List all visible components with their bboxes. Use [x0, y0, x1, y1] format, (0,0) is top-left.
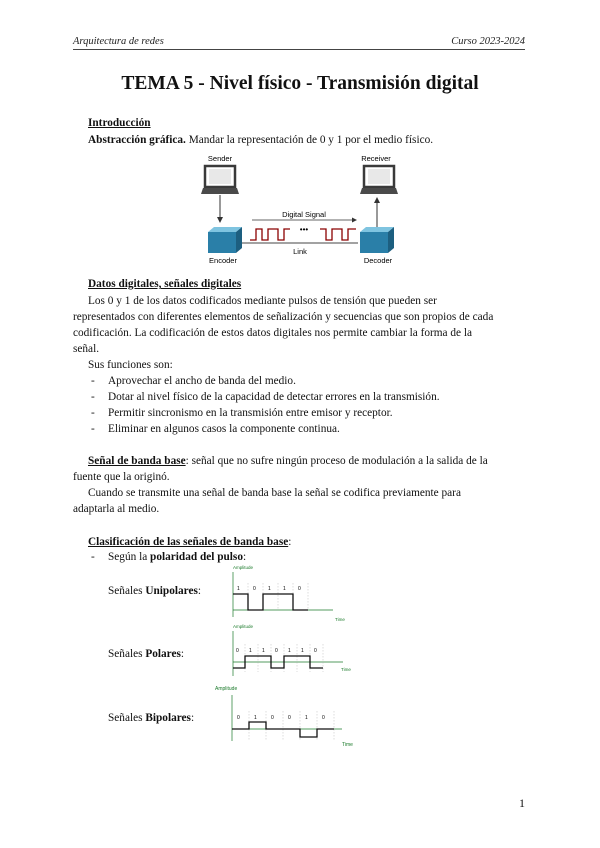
bit-label: 1: [283, 586, 286, 592]
encoder-box-icon: [208, 227, 242, 253]
signal-type: Polares: [145, 648, 181, 660]
bipolar-bits: [237, 715, 325, 721]
bit-label: 1: [301, 648, 304, 654]
classification-heading: Clasificación de las señales de banda base: [88, 536, 289, 548]
sender-label: Sender: [207, 154, 233, 163]
digital-paragraph-line-1: Los 0 y 1 de los datos codificados mediante pulsos de tensión que pueden ser: [88, 295, 437, 307]
list-bullet: -: [91, 391, 95, 403]
bit-label: 0: [237, 715, 240, 721]
polar-chart: [225, 622, 355, 680]
digital-signal-waveform: [250, 229, 290, 240]
intro-bold: Abstracción gráfica.: [88, 134, 186, 146]
bit-label: 1: [262, 648, 265, 654]
functions-intro: Sus funciones son:: [88, 359, 173, 371]
polarity-term: polaridad del pulso: [150, 551, 243, 563]
polar-xlabel: Time: [341, 667, 351, 672]
classification-colon: :: [288, 536, 292, 548]
list-bullet: -: [91, 375, 95, 387]
bit-label: 0: [288, 715, 291, 721]
unipolar-bits: [237, 586, 301, 592]
signal-suffix: :: [190, 712, 195, 724]
signal-ellipsis: •••: [299, 225, 309, 234]
receiver-label: Receiver: [361, 154, 391, 163]
baseband-line-4: adaptarla al medio.: [73, 503, 160, 515]
header-divider: [73, 49, 525, 50]
bipolar-label: [108, 711, 194, 725]
bit-label: 1: [249, 648, 252, 654]
polar-label: [108, 647, 184, 661]
link-label: Link: [293, 247, 307, 256]
unipolar-ylabel: Amplitude: [233, 565, 254, 570]
signal-type: Unipolares: [145, 585, 198, 597]
digital-paragraph-line-2: representados con diferentes elementos de señalización y secuencias que son propios de cada: [73, 311, 494, 323]
decoder-label: Decoder: [363, 256, 393, 265]
encoder-label: Encoder: [209, 256, 237, 265]
bipolar-xlabel: Time: [342, 742, 353, 748]
list-bullet: -: [91, 551, 95, 563]
bit-label: 1: [268, 586, 271, 592]
signal-prefix: Señales: [108, 585, 146, 597]
digital-paragraph-line-3: codificación. La codificación de estos datos digitales nos permite cambiar la forma de la: [73, 327, 473, 339]
unipolar-waveform: [233, 594, 308, 610]
signal-suffix: :: [180, 648, 185, 660]
receiver-computer-icon: [360, 166, 398, 194]
function-item: Aprovechar el ancho de banda del medio.: [108, 375, 296, 387]
classification-heading-line: [88, 535, 291, 549]
intro-text: Mandar la representación de 0 y 1 por el medio físico.: [185, 134, 434, 146]
bit-label: 0: [314, 648, 317, 654]
bit-label: 0: [236, 648, 239, 654]
signal-prefix: Señales: [108, 712, 146, 724]
polarity-item: [108, 550, 246, 564]
page-number: 1: [519, 796, 525, 810]
list-bullet: -: [91, 407, 95, 419]
digital-signal-label: Digital Signal: [282, 210, 326, 219]
polar-bits: [236, 648, 317, 654]
baseband-line-2: fuente que la originó.: [73, 471, 170, 483]
header-course-name: Arquitectura de redes: [73, 36, 164, 47]
baseband-term: Señal de banda base: [88, 455, 186, 467]
unipolar-xlabel: Time: [335, 617, 345, 622]
signal-prefix: Señales: [108, 648, 146, 660]
bit-label: 0: [298, 586, 301, 592]
digital-paragraph-line-4: señal.: [73, 343, 100, 355]
bipolar-ylabel: Amplitude: [215, 686, 238, 692]
signal-suffix: :: [197, 585, 202, 597]
intro-paragraph: [88, 133, 433, 147]
bit-label: 1: [254, 715, 257, 721]
function-item: Permitir sincronismo en la transmisión entre emisor y receptor.: [108, 407, 393, 419]
bit-label: 1: [237, 586, 240, 592]
decoder-box-icon: [360, 227, 394, 253]
unipolar-label: [108, 584, 201, 598]
bipolar-chart: [210, 683, 360, 749]
transmission-diagram: [200, 151, 415, 267]
signal-type: Bipolares: [145, 712, 191, 724]
page-header: [73, 36, 525, 50]
unipolar-chart: [225, 563, 350, 625]
function-item: Dotar al nivel físico de la capacidad de detectar errores en la transmisión.: [108, 391, 440, 403]
baseband-definition-text: : señal que no sufre ningún proceso de modulación a la salida de la: [185, 455, 488, 467]
function-item: Eliminar en algunos casos la componente continua.: [108, 423, 340, 435]
bit-label: 0: [275, 648, 278, 654]
bit-label: 0: [271, 715, 274, 721]
bit-label: 0: [322, 715, 325, 721]
sender-computer-icon: [201, 166, 239, 194]
digital-heading: Datos digitales, señales digitales: [88, 278, 242, 290]
header-course-year: Curso 2023-2024: [451, 36, 525, 47]
baseband-line-3: Cuando se transmite una señal de banda base la señal se codifica previamente para: [88, 487, 461, 499]
polar-ylabel: Amplitude: [233, 624, 254, 629]
baseband-definition: [88, 454, 488, 468]
polarity-prefix: Según la: [108, 551, 151, 563]
bit-label: 1: [288, 648, 291, 654]
polarity-suffix: :: [242, 551, 247, 563]
bit-label: 0: [253, 586, 256, 592]
list-bullet: -: [91, 423, 95, 435]
intro-heading: Introducción: [88, 117, 151, 129]
page-title: TEMA 5 - Nivel físico - Transmisión digital: [121, 73, 479, 94]
bit-label: 1: [305, 715, 308, 721]
